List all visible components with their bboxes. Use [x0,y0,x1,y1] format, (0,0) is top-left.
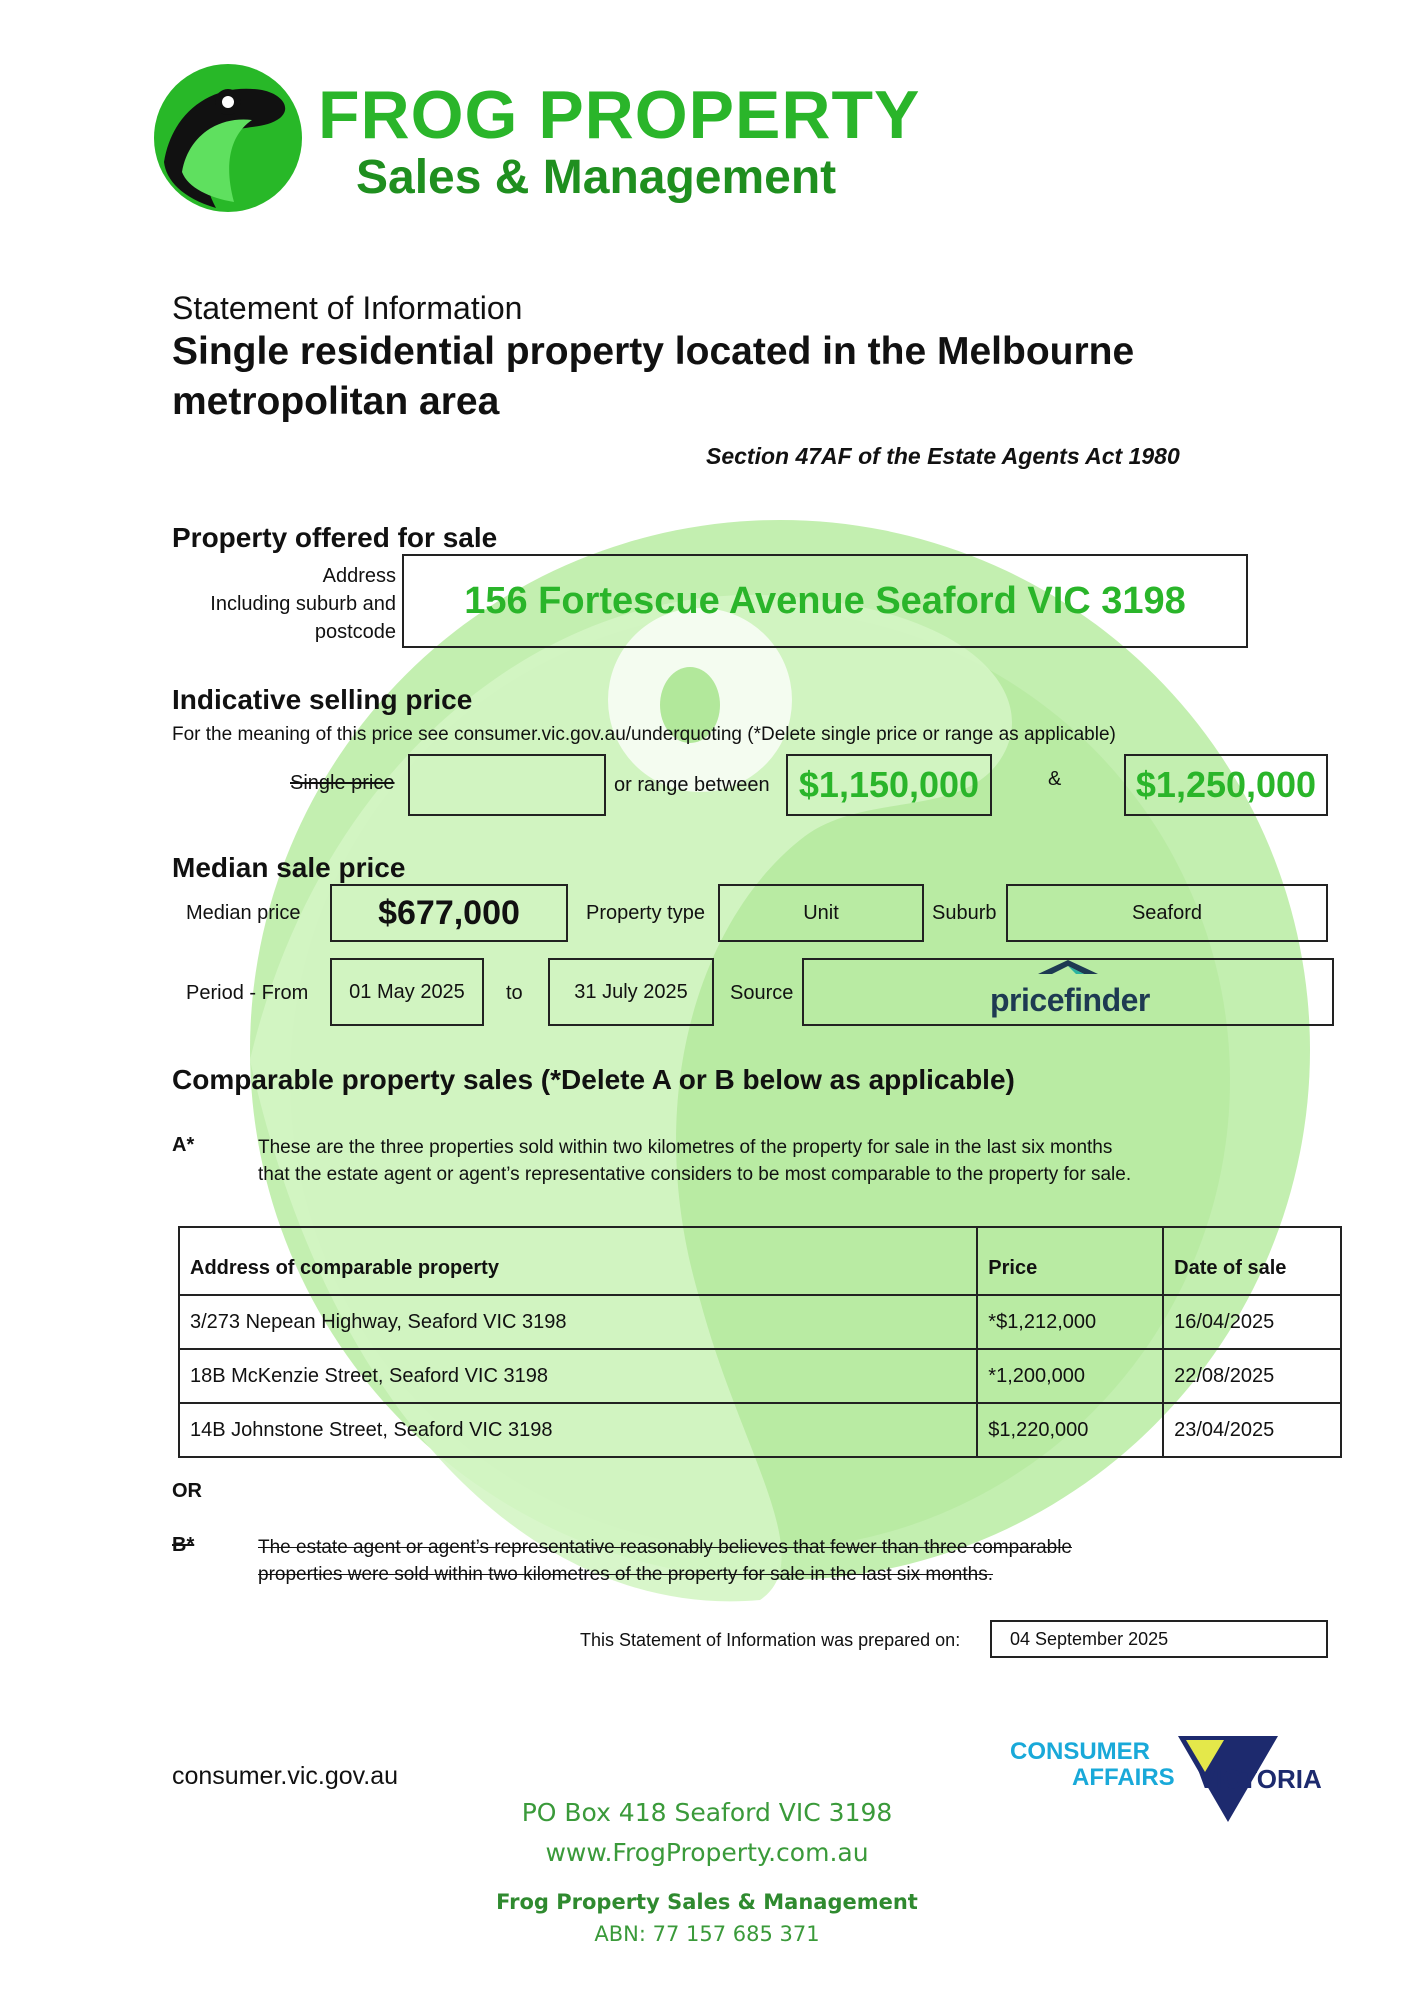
row-date: 16/04/2025 [1163,1295,1341,1349]
indicative-heading: Indicative selling price [172,684,473,715]
footer-abn: ABN: 77 157 685 371 [594,1922,820,1946]
median-heading: Median sale price [172,852,406,883]
option-b-text [258,1534,1072,1588]
property-type-field [718,884,924,942]
single-price-label: Single price [290,772,395,794]
col-date-header: Date of sale [1163,1227,1341,1295]
period-from-label: Period - From [186,982,309,1004]
property-type-value: Unit [803,901,839,924]
suburb-field [1006,884,1328,942]
pricefinder-logo-icon [1032,960,1104,976]
option-b-label: B* [172,1534,195,1556]
address-label [180,562,396,646]
col-price-header: Price [977,1227,1163,1295]
range-high-value: $1,250,000 [1135,764,1317,805]
comparable-heading: Comparable property sales (*Delete A or B below as applicable) [172,1064,1015,1095]
row-date: 22/08/2025 [1163,1349,1341,1403]
suburb-label: Suburb [932,902,997,924]
period-to-value: 31 July 2025 [574,980,688,1003]
source-field [802,958,1334,1026]
cav-logo [1010,1736,1340,1826]
row-price: *$1,212,000 [977,1295,1163,1349]
source-label: Source [730,982,794,1004]
footer-company: Frog Property Sales & Management [496,1890,918,1914]
brand-subtitle: Sales & Management [356,151,837,204]
brand-name: FROG PROPERTY [318,77,921,153]
row-date: 23/04/2025 [1163,1403,1341,1457]
period-from-value: 01 May 2025 [349,980,465,1003]
median-price-field [330,884,568,942]
prepared-label: This Statement of Information was prepared on: [580,1630,961,1650]
row-address: 14B Johnstone Street, Seaford VIC 3198 [179,1403,977,1457]
suburb-value: Seaford [1131,901,1203,924]
median-price-label: Median price [186,902,301,924]
document-title-line2: metropolitan area [172,380,500,423]
address-label-line1: Address [322,565,396,587]
table-row [179,1403,1341,1457]
option-b-line2: properties were sold within two kilometres of the property for sale in the last six months. [258,1564,993,1585]
property-heading: Property offered for sale [172,522,498,553]
option-a-label: A* [172,1134,195,1156]
range-label: or range between [614,774,770,796]
table-row [179,1349,1341,1403]
row-address: 3/273 Nepean Highway, Seaford VIC 3198 [179,1295,977,1349]
cav-line2: AFFAIRS [1072,1764,1175,1791]
option-a-text [258,1134,1131,1188]
option-b-line1: The estate agent or agent’s representative reasonably believes that fewer than three comparable [258,1537,1072,1558]
single-price-field [408,754,606,816]
option-a-line1: These are the three properties sold within two kilometres of the property for sale in the last six months [258,1137,1113,1158]
period-from-field [330,958,484,1026]
median-price-value: $677,000 [378,893,520,932]
indicative-note: For the meaning of this price see consumer.vic.gov.au/underquoting (*Delete single price or range as applicable) [172,724,1116,745]
period-to-label: to [506,982,523,1004]
address-label-line3: postcode [314,621,396,643]
document-kicker: Statement of Information [172,290,523,326]
comparable-table [178,1226,1342,1458]
cav-line3: VICTORIA [1198,1764,1322,1794]
property-type-label: Property type [586,902,705,924]
prepared-date-field [990,1620,1328,1658]
period-to-field [548,958,714,1026]
row-address: 18B McKenzie Street, Seaford VIC 3198 [179,1349,977,1403]
option-a-line2: that the estate agent or agent’s representative considers to be most comparable to the property for sale. [258,1164,1132,1185]
act-reference: Section 47AF of the Estate Agents Act 1980 [706,443,1180,469]
range-low-value: $1,150,000 [798,764,980,805]
footer-po-box: PO Box 418 Seaford VIC 3198 [521,1798,893,1827]
row-price: $1,220,000 [977,1403,1163,1457]
address-field [402,554,1248,648]
source-value: pricefinder [990,982,1150,1018]
document-title-line1: Single residential property located in the Melbourne [172,330,1135,373]
address-value: 156 Fortescue Avenue Seaford VIC 3198 [464,579,1186,622]
frog-logo-icon [152,62,304,214]
col-address-header: Address of comparable property [179,1227,977,1295]
or-label: OR [172,1480,202,1502]
prepared-date-value: 04 September 2025 [1010,1629,1169,1649]
address-label-line2: Including suburb and [210,593,396,615]
range-ampersand: & [1048,768,1062,790]
range-low-field [786,754,992,816]
range-high-field [1124,754,1328,816]
consumer-url: consumer.vic.gov.au [172,1762,399,1790]
table-row [179,1295,1341,1349]
footer-website[interactable]: www.FrogProperty.com.au [545,1838,869,1867]
row-price: *1,200,000 [977,1349,1163,1403]
cav-line1: CONSUMER [1010,1738,1151,1765]
table-header-row [179,1227,1341,1295]
